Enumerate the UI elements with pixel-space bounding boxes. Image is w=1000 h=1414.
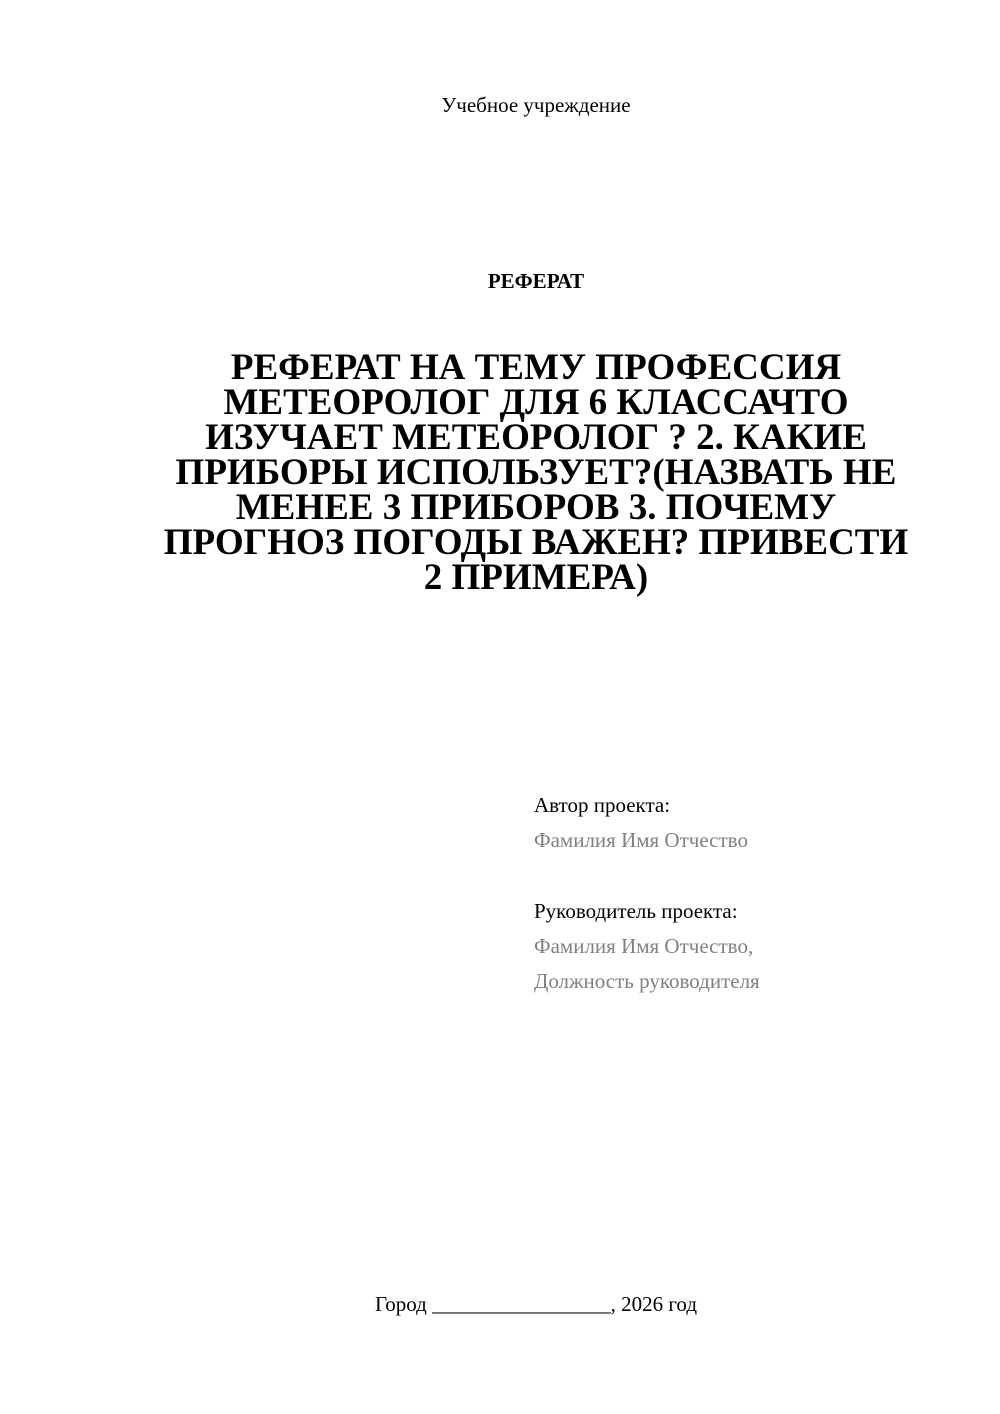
supervisor-label: Руководитель проекта:	[534, 899, 738, 923]
credits-spacer	[534, 858, 974, 894]
credits-block	[534, 788, 974, 999]
supervisor-position: Должность руководителя	[534, 969, 760, 993]
document-type: РЕФЕРАТ	[487, 269, 585, 293]
city-year-line: Город _________________, 2026 год	[374, 1292, 698, 1316]
supervisor-name: Фамилия Имя Отчество,	[534, 934, 754, 958]
author-name: Фамилия Имя Отчество	[534, 828, 748, 852]
document-title: РЕФЕРАТ НА ТЕМУ ПРОФЕССИЯ МЕТЕОРОЛОГ ДЛЯ 6 КЛАССАЧТО ИЗУЧАЕТ МЕТЕОРОЛОГ ? 2. КАКИЕ ПРИБОРЫ ИСПОЛЬЗУЕТ?(НАЗВАТЬ НЕ МЕНЕЕ 3 ПРИБОРОВ 3. ПОЧЕМУ ПРОГНОЗ ПОГОДЫ ВАЖЕН? ПРИВЕСТИ 2 ПРИМЕРА)	[163, 347, 909, 598]
institution-name: Учебное учреждение	[441, 93, 631, 117]
author-label: Автор проекта:	[534, 793, 671, 817]
